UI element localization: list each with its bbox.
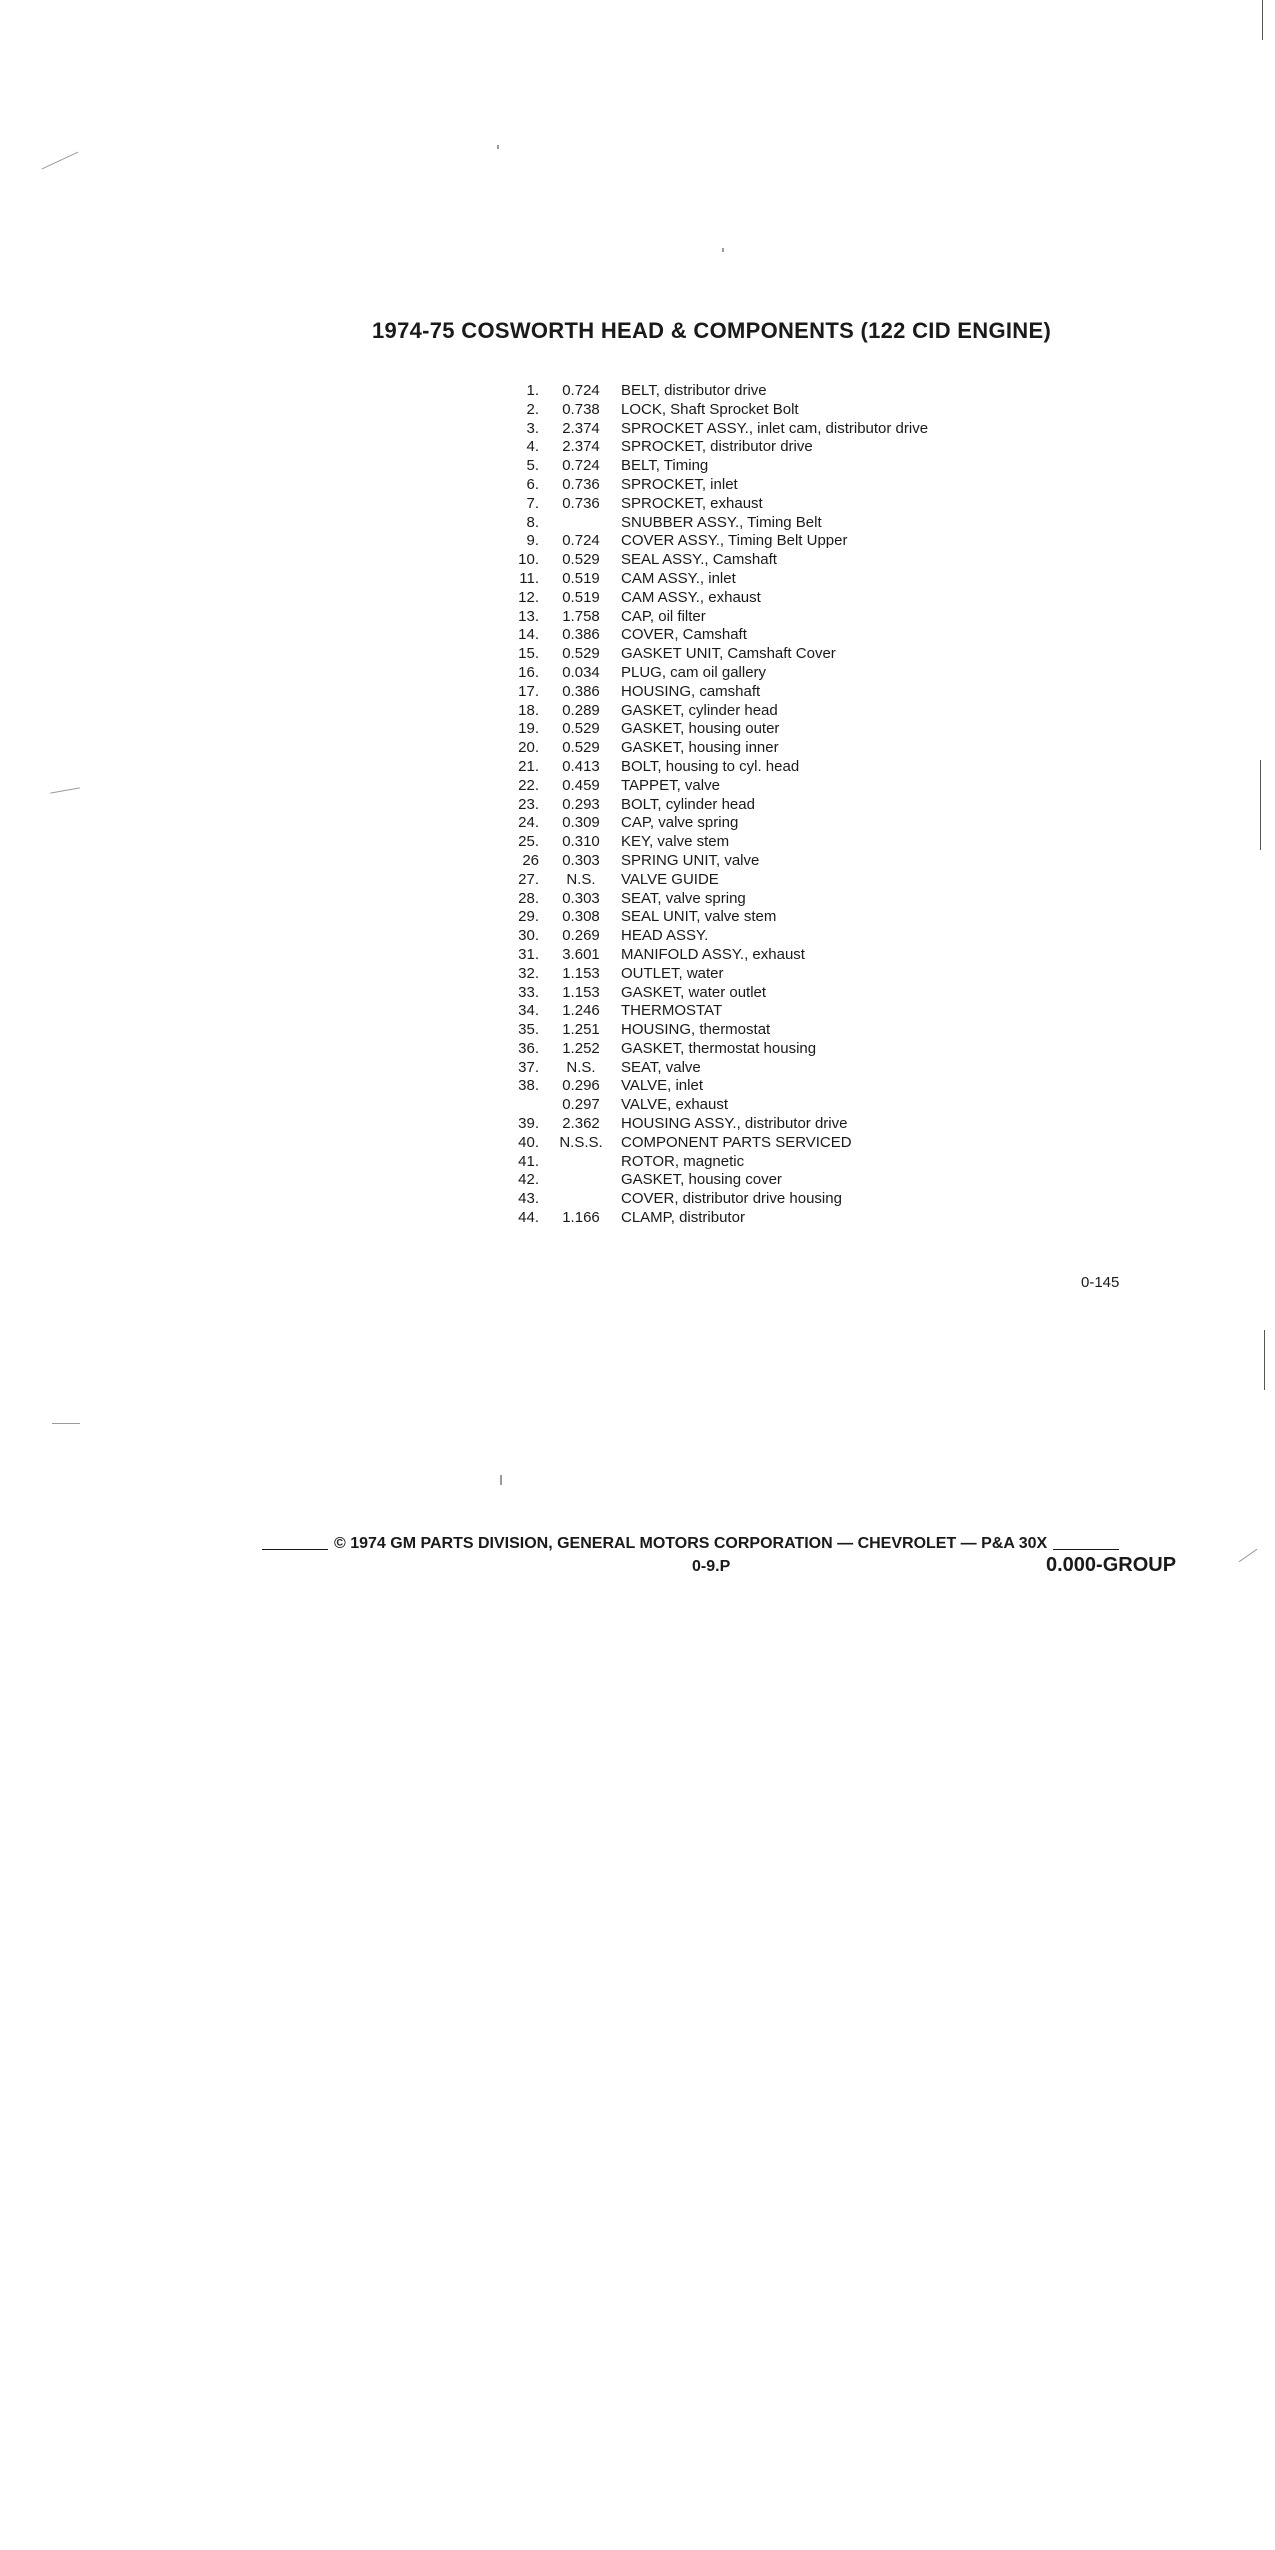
part-group-number: 2.362: [562, 1115, 600, 1133]
part-number: 8.: [526, 513, 539, 531]
part-row: [497, 720, 1121, 739]
part-description: CAM ASSY., inlet: [621, 569, 736, 587]
part-number: 31.: [518, 945, 539, 963]
part-row: [497, 1096, 1121, 1115]
part-group-number: 0.386: [562, 682, 600, 700]
part-description: GASKET, housing inner: [621, 739, 779, 757]
part-description: GASKET, thermostat housing: [621, 1039, 817, 1057]
part-group-number: 0.459: [562, 776, 600, 794]
part-description: LOCK, Shaft Sprocket Bolt: [621, 400, 799, 418]
part-description: MANIFOLD ASSY., exhaust: [621, 945, 805, 963]
part-row: [497, 927, 1121, 946]
part-number: 10.: [518, 551, 539, 569]
part-number: 17.: [518, 682, 539, 700]
part-row: [497, 890, 1121, 909]
part-description: COVER ASSY., Timing Belt Upper: [621, 532, 848, 550]
part-number: 42.: [518, 1171, 539, 1189]
part-row: [497, 514, 1121, 533]
part-number: 24.: [518, 814, 539, 832]
part-group-number: 1.153: [562, 964, 600, 982]
part-description: BOLT, cylinder head: [621, 795, 755, 813]
part-row: [497, 1134, 1121, 1153]
part-number: 32.: [518, 964, 539, 982]
part-description: SNUBBER ASSY., Timing Belt: [621, 513, 822, 531]
part-row: [497, 984, 1121, 1003]
part-row: [497, 532, 1121, 551]
part-description: KEY, valve stem: [621, 833, 730, 851]
scan-mark: [52, 1423, 80, 1424]
part-row: [497, 814, 1121, 833]
part-number: 2.: [526, 400, 539, 418]
part-row: [497, 626, 1121, 645]
part-group-number: 0.724: [562, 457, 600, 475]
part-description: ROTOR, magnetic: [621, 1152, 745, 1170]
part-row: [497, 1021, 1121, 1040]
part-row: [497, 645, 1121, 664]
part-number: 36.: [518, 1039, 539, 1057]
part-row: [497, 871, 1121, 890]
part-group-number: 2.374: [562, 419, 600, 437]
part-row: [497, 1115, 1121, 1134]
part-row: [497, 1190, 1121, 1209]
part-row: [497, 739, 1121, 758]
part-group-number: 0.529: [562, 739, 600, 757]
footer-rule-right: [1053, 1549, 1119, 1550]
part-group-number: 0.413: [562, 757, 600, 775]
part-group-number: 0.736: [562, 494, 600, 512]
part-group-number: 0.289: [562, 701, 600, 719]
part-group-number: 3.601: [562, 945, 600, 963]
part-row: [497, 457, 1121, 476]
page-code: 0-145: [1081, 1274, 1120, 1291]
part-description: SEAL UNIT, valve stem: [621, 908, 777, 926]
part-row: [497, 702, 1121, 721]
part-number: 1.: [526, 382, 539, 399]
part-group-number: 1.153: [562, 983, 600, 1001]
part-group-number: 0.293: [562, 795, 600, 813]
scan-mark: [500, 1475, 502, 1485]
part-description: SPROCKET, inlet: [621, 475, 738, 493]
part-group-number: 0.519: [562, 588, 600, 606]
part-number: 28.: [518, 889, 539, 907]
part-description: THERMOSTAT: [621, 1002, 723, 1020]
part-row: [497, 1077, 1121, 1096]
part-number: 22.: [518, 776, 539, 794]
part-group-number: 0.308: [562, 908, 600, 926]
part-group-number: 0.034: [562, 663, 600, 681]
part-description: TAPPET, valve: [621, 776, 720, 794]
part-description: HOUSING, thermostat: [621, 1021, 771, 1039]
scan-edge-line: [1260, 760, 1261, 850]
part-group-number: 0.310: [562, 833, 600, 851]
part-row: [497, 1002, 1121, 1021]
part-description: COVER, distributor drive housing: [621, 1190, 842, 1208]
part-group-number: 0.529: [562, 720, 600, 738]
part-row: [497, 908, 1121, 927]
part-group-number: 1.246: [562, 1002, 600, 1020]
part-description: GASKET, water outlet: [621, 983, 767, 1001]
part-description: CLAMP, distributor: [621, 1209, 745, 1227]
part-number: 39.: [518, 1115, 539, 1133]
part-group-number: [545, 1190, 617, 1209]
part-group-number: [545, 1153, 617, 1172]
part-group-number: 0.724: [562, 382, 600, 399]
part-number: 15.: [518, 645, 539, 663]
part-row: [497, 401, 1121, 420]
part-group-number: 0.303: [562, 889, 600, 907]
part-number: 34.: [518, 1002, 539, 1020]
part-group-number: 2.374: [562, 438, 600, 456]
part-group-number: N.S.: [566, 1058, 596, 1076]
part-number: 23.: [518, 795, 539, 813]
part-group-number: N.S.: [566, 870, 596, 888]
part-description: SPROCKET, distributor drive: [621, 438, 813, 456]
part-group-number: N.S.S.: [559, 1133, 603, 1151]
part-group-number: 1.252: [562, 1039, 600, 1057]
part-description: BELT, distributor drive: [621, 382, 767, 399]
part-number: 6.: [526, 475, 539, 493]
part-row: [497, 1171, 1121, 1190]
part-group-number: 0.386: [562, 626, 600, 644]
part-group-number: 0.519: [562, 569, 600, 587]
footer-section-code: 0-9.P: [692, 1558, 731, 1575]
part-description: CAP, valve spring: [621, 814, 739, 832]
part-row: [497, 1209, 1121, 1228]
part-group-number: 0.738: [562, 400, 600, 418]
part-number: [497, 1096, 545, 1115]
part-number: 18.: [518, 701, 539, 719]
part-row: [497, 965, 1121, 984]
part-row: [497, 608, 1121, 627]
part-description: SPROCKET, exhaust: [621, 494, 763, 512]
part-row: [497, 683, 1121, 702]
part-number: 19.: [518, 720, 539, 738]
footer-rule-left: [262, 1549, 328, 1550]
part-number: 4.: [526, 438, 539, 456]
part-row: [497, 551, 1121, 570]
part-row: [497, 664, 1121, 683]
part-group-number: 0.529: [562, 551, 600, 569]
footer-group-code: 0.000-GROUP: [1046, 1554, 1177, 1576]
part-description: GASKET, housing cover: [621, 1171, 782, 1189]
part-description: GASKET UNIT, Camshaft Cover: [621, 645, 836, 663]
part-number: 44.: [518, 1209, 539, 1227]
part-number: 41.: [518, 1152, 539, 1170]
part-group-number: 1.251: [562, 1021, 600, 1039]
part-description: OUTLET, water: [621, 964, 724, 982]
part-group-number: 0.529: [562, 645, 600, 663]
part-description: COMPONENT PARTS SERVICED: [621, 1133, 852, 1151]
part-description: BELT, Timing: [621, 457, 709, 475]
part-description: SEAL ASSY., Camshaft: [621, 551, 777, 569]
part-group-number: 0.303: [562, 851, 600, 869]
part-number: 13.: [518, 607, 539, 625]
part-number: 40.: [518, 1133, 539, 1151]
part-description: SPRING UNIT, valve: [621, 851, 760, 869]
part-row: [497, 796, 1121, 815]
scan-edge-line: [1262, 0, 1263, 40]
scan-mark: [50, 787, 80, 793]
scan-edge-line: [1264, 1330, 1265, 1390]
part-row: [497, 758, 1121, 777]
part-row: [497, 852, 1121, 871]
part-description: HOUSING ASSY., distributor drive: [621, 1115, 848, 1133]
scan-mark: [1239, 1549, 1258, 1562]
footer-copyright-line: [262, 1535, 1198, 1553]
scan-mark: [497, 145, 499, 149]
part-row: [497, 476, 1121, 495]
part-description: BOLT, housing to cyl. head: [621, 757, 800, 775]
part-number: 5.: [526, 457, 539, 475]
part-row: [497, 570, 1121, 589]
part-number: 12.: [518, 588, 539, 606]
part-group-number: 0.269: [562, 927, 600, 945]
part-number: 16.: [518, 663, 539, 681]
part-row: [497, 1153, 1121, 1172]
part-description: VALVE GUIDE: [621, 870, 719, 888]
part-group-number: [545, 514, 617, 533]
part-number: 9.: [526, 532, 539, 550]
part-number: 21.: [518, 757, 539, 775]
part-group-number: 0.309: [562, 814, 600, 832]
part-row: [497, 1040, 1121, 1059]
part-group-number: 0.297: [562, 1096, 600, 1114]
part-number: 38.: [518, 1077, 539, 1095]
part-row: [497, 946, 1121, 965]
part-group-number: 1.166: [562, 1209, 600, 1227]
part-row: [497, 438, 1121, 457]
part-number: 33.: [518, 983, 539, 1001]
part-description: VALVE, exhaust: [621, 1096, 729, 1114]
footer-copyright: © 1974 GM PARTS DIVISION, GENERAL MOTORS CORPORATION — CHEVROLET — P&A 30X: [334, 1535, 1048, 1552]
part-number: 43.: [518, 1190, 539, 1208]
part-row: [497, 833, 1121, 852]
part-description: CAP, oil filter: [621, 607, 706, 625]
part-description: VALVE, inlet: [621, 1077, 703, 1095]
part-group-number: [545, 1171, 617, 1190]
part-description: SPROCKET ASSY., inlet cam, distributor drive: [621, 419, 929, 437]
scan-mark: [722, 248, 724, 252]
part-description: HEAD ASSY.: [621, 927, 709, 945]
part-number: 30.: [518, 927, 539, 945]
part-description: PLUG, cam oil gallery: [621, 663, 767, 681]
part-description: COVER, Camshaft: [621, 626, 747, 644]
part-description: GASKET, cylinder head: [621, 701, 778, 719]
part-row: [497, 495, 1121, 514]
part-number: 29.: [518, 908, 539, 926]
part-group-number: 0.296: [562, 1077, 600, 1095]
part-description: CAM ASSY., exhaust: [621, 588, 761, 606]
part-number: 3.: [526, 419, 539, 437]
part-group-number: 0.724: [562, 532, 600, 550]
part-row: [497, 777, 1121, 796]
part-row: [497, 382, 1121, 401]
part-number: 26: [522, 851, 539, 869]
part-group-number: 1.758: [562, 607, 600, 625]
scan-mark: [42, 152, 79, 170]
part-number: 25.: [518, 833, 539, 851]
part-number: 14.: [518, 626, 539, 644]
part-group-number: 0.736: [562, 475, 600, 493]
part-description: GASKET, housing outer: [621, 720, 780, 738]
part-number: 7.: [526, 494, 539, 512]
part-number: 27.: [518, 870, 539, 888]
part-number: 11.: [519, 569, 539, 587]
part-row: [497, 420, 1121, 439]
part-number: 37.: [518, 1058, 539, 1076]
part-description: HOUSING, camshaft: [621, 682, 761, 700]
parts-list: [497, 382, 1121, 1228]
part-description: SEAT, valve: [621, 1058, 701, 1076]
part-row: [497, 589, 1121, 608]
part-row: [497, 1059, 1121, 1078]
part-number: 35.: [518, 1021, 539, 1039]
part-description: SEAT, valve spring: [621, 889, 746, 907]
document-title: 1974-75 COSWORTH HEAD & COMPONENTS (122 CID ENGINE): [372, 318, 1052, 343]
part-number: 20.: [518, 739, 539, 757]
